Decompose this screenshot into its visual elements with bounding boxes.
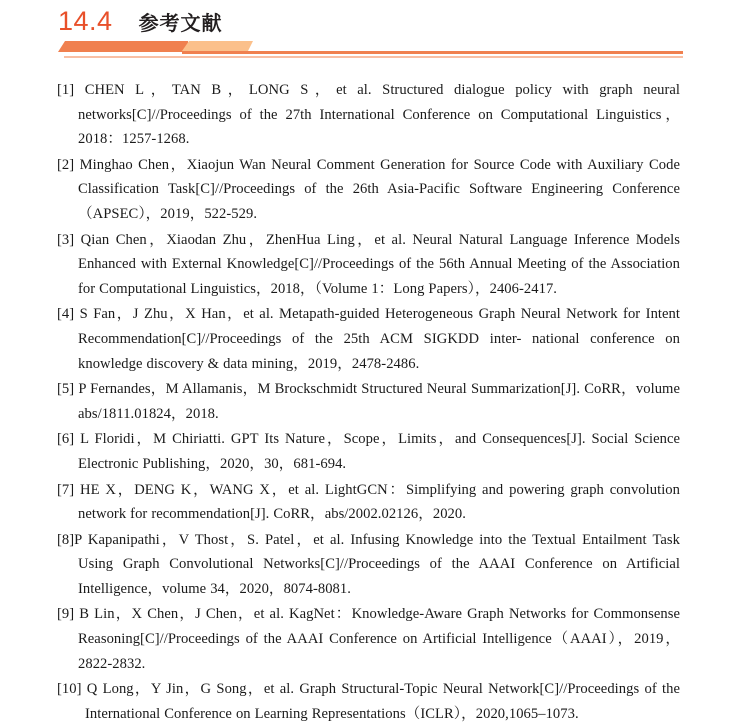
ribbon-dark-bar	[58, 41, 188, 52]
reference-list	[0, 78, 741, 727]
ribbon-thin-rule	[64, 56, 683, 58]
ribbon-thick-rule	[182, 51, 683, 54]
reference-entry: [10] Q Long，Y Jin，G Song，et al. Graph Structural-Topic Neural Network[C]//Proceedings of the International Conference on Learning Representations（ICLR），2020,1065–1073.	[57, 681, 680, 722]
section-header	[0, 0, 741, 62]
reference-entry: [7] HE X，DENG K，WANG X，et al. LightGCN：Simplifying and powering graph convolution network for recommendation[J]. CoRR，abs/2002.02126，2020.	[57, 481, 680, 523]
section-heading	[58, 8, 223, 35]
reference-entry: [4] S Fan，J Zhu，X Han，et al. Metapath-guided Heterogeneous Graph Neural Network for Intent Recommendation[C]//Proceedings of the 25th ACM SIGKDD inter- national conference on knowledge discovery & data mining，2019，2478-2486.	[57, 306, 680, 372]
section-number: 14.4	[58, 6, 113, 36]
reference-entry: [1] CHEN L，TAN B，LONG S，et al. Structured dialogue policy with graph neural networks[C]//Proceedings of the 27th International Conference on Computational Linguistics，2018：1257-1268.	[57, 82, 680, 148]
reference-entry: [9] B Lin，X Chen，J Chen，et al. KagNet：Knowledge-Aware Graph Networks for Commonsense Reasoning[C]//Proceedings of the AAAI Conference on Artificial Intelligence（AAAI），2019，2822-2832.	[57, 606, 680, 672]
ribbon-light-bar	[182, 41, 253, 51]
reference-entry: [6] L Floridi，M Chiriatti. GPT Its Nature，Scope，Limits，and Consequences[J]. Social Science Electronic Publishing，2020，30，681-694.	[57, 431, 680, 472]
reference-entry: [5] P Fernandes，M Allamanis，M Brockschmidt Structured Neural Summarization[J]. CoRR，volume abs/1811.01824，2018.	[57, 381, 680, 422]
reference-entry: [2] Minghao Chen，Xiaojun Wan Neural Comment Generation for Source Code with Auxiliary Code Classification Task[C]//Proceedings of the 26th Asia-Pacific Software Engineering Conference（APSEC），2019，522-529.	[57, 156, 680, 222]
header-decoration	[0, 41, 741, 62]
page-title: 参考文献	[138, 11, 223, 35]
reference-entry: [3] Qian Chen，Xiaodan Zhu，ZhenHua Ling，et al. Neural Natural Language Inference Models Enhanced with External Knowledge[C]//Proceedings of the 56th Annual Meeting of the Association for Computational Linguistics，2018，（Volume 1：Long Papers），2406-2417.	[57, 231, 680, 297]
reference-entry: [8]P Kapanipathi，V Thost，S. Patel，et al. Infusing Knowledge into the Textual Entailment Task Using Graph Convolutional Networks[C]//Proceedings of the AAAI Conference on Artificial Intelligence，volume 34，2020，8074-8081.	[57, 531, 680, 597]
